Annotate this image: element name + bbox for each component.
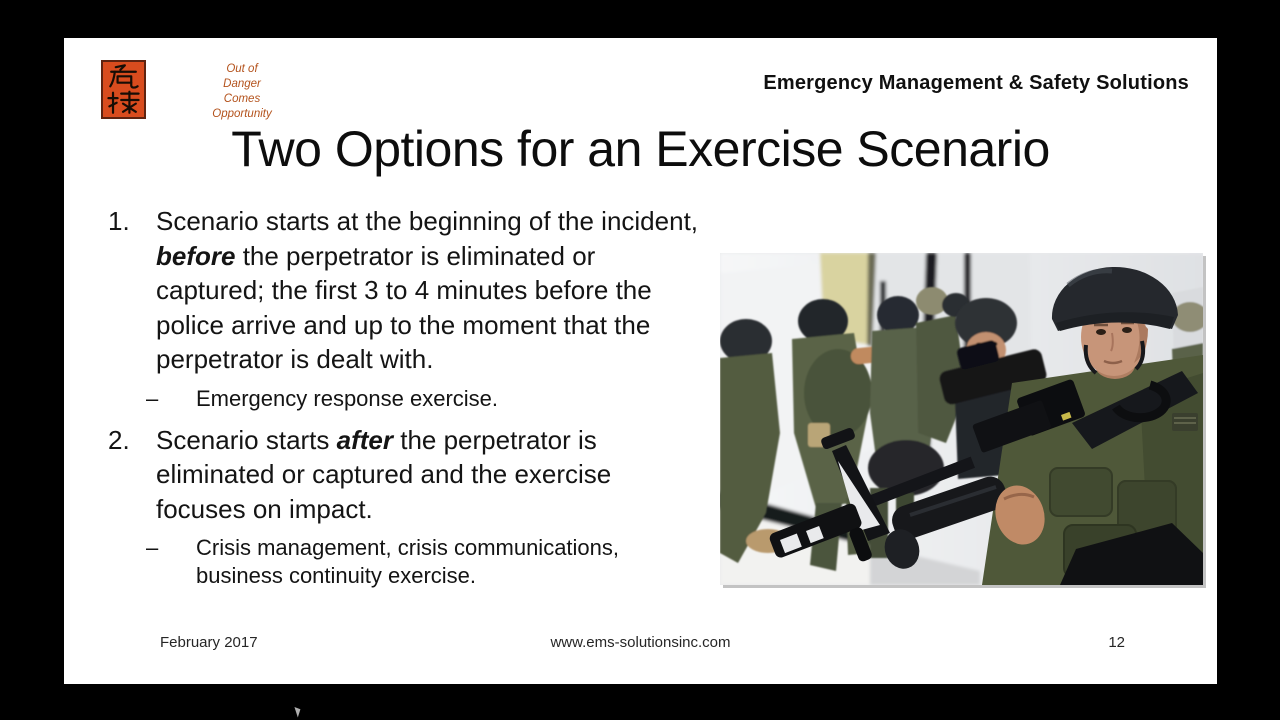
swat-team-photo [720, 253, 1203, 585]
list-item [108, 204, 718, 377]
list-item-number: 2. [108, 424, 130, 455]
text-segment: Scenario starts [156, 424, 337, 455]
company-name: Emergency Management & Safety Solutions [763, 72, 1189, 94]
footer-website: www.ems-solutionsinc.com [550, 634, 731, 651]
crisis-kanji-icon [103, 62, 144, 117]
emphasized-word: before [156, 240, 236, 271]
footer-date: February 2017 [160, 634, 258, 651]
tagline-line: Opportunity [212, 108, 272, 120]
list-sub-item [146, 534, 718, 590]
slide [64, 38, 1217, 684]
slide-title: Two Options for an Exercise Scenario [231, 121, 1050, 177]
sub-item-dash: – [146, 535, 159, 560]
list-item-number: 1. [108, 206, 130, 236]
scenario-options-list [108, 204, 718, 600]
tagline-line: Out of [226, 63, 258, 75]
emphasized-word: after [336, 424, 393, 455]
list-item [108, 423, 718, 527]
sub-item-dash: – [146, 385, 159, 411]
swat-photo-graphic [720, 253, 1203, 585]
tagline-line: Danger [223, 78, 261, 90]
mouse-cursor [294, 705, 302, 717]
crisis-kanji-logo [101, 60, 146, 119]
text-segment: the perpetrator is eliminated or captured and the exercise focuses on impact. [156, 424, 612, 524]
list-item-text [156, 204, 708, 377]
tagline-line: Comes [223, 93, 261, 105]
text-segment: the perpetrator is eliminated or captured; the first 3 to 4 minutes before the police arrive and up to the moment that the perpetrator is dealt with. [156, 240, 652, 374]
list-item-text [156, 423, 708, 527]
sub-item-text: Emergency response exercise. [196, 385, 499, 411]
logo-tagline [182, 62, 302, 122]
sub-item-text: Crisis management, crisis communications, business continuity exercise. [196, 535, 620, 588]
footer-page-number: 12 [1108, 634, 1125, 651]
list-sub-item [146, 385, 718, 413]
text-segment: Scenario starts at the beginning of the incident, [156, 206, 699, 236]
